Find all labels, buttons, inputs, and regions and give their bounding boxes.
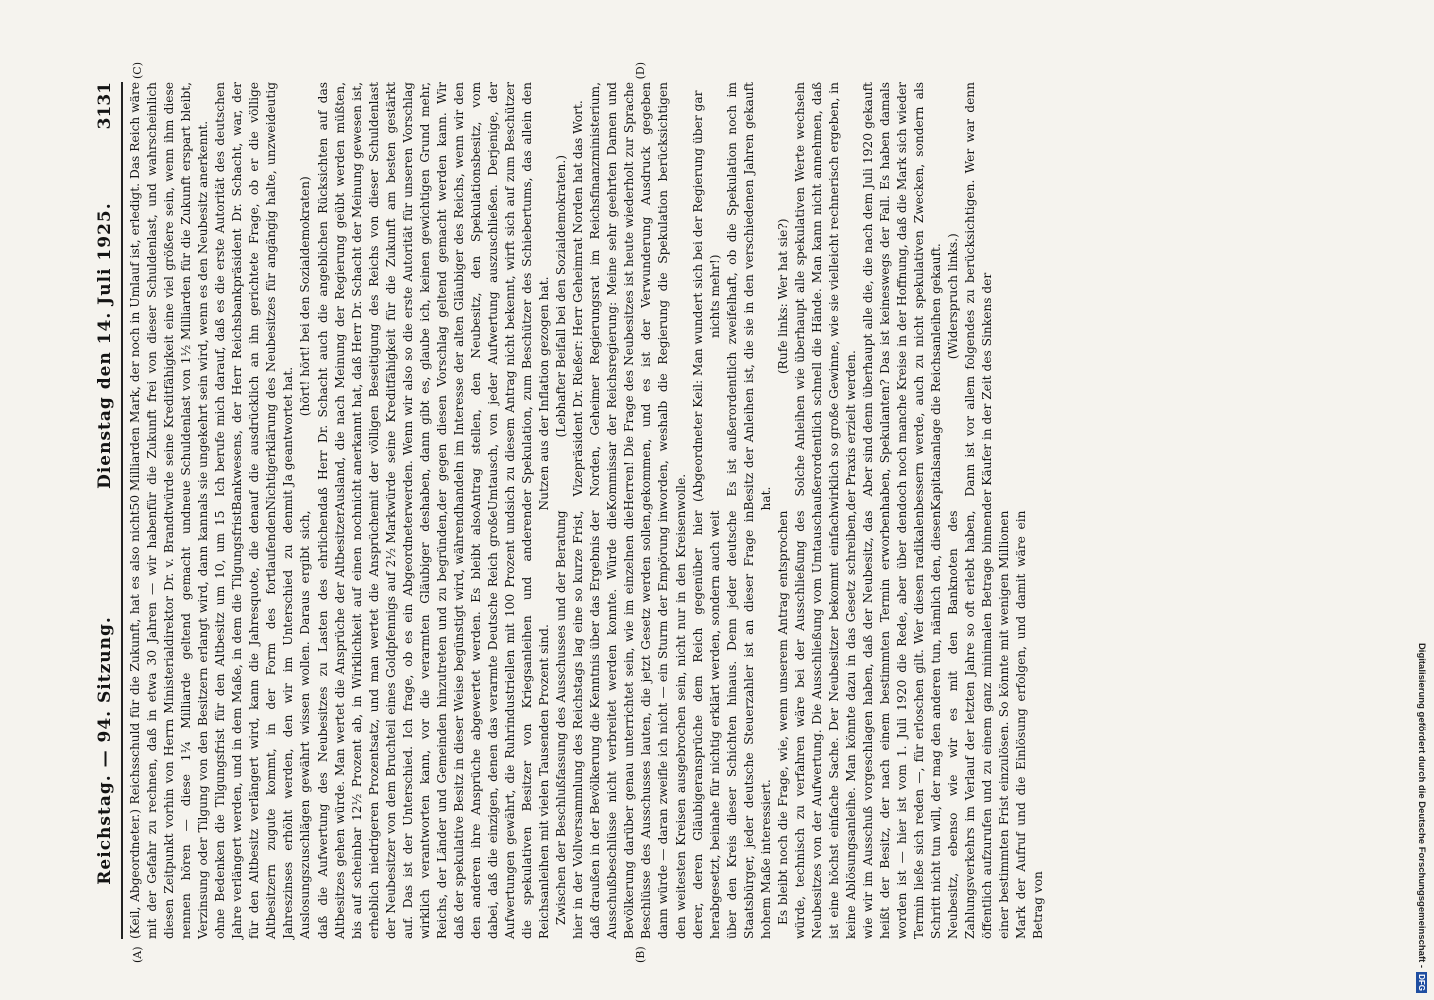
rotated-page [85,60,1390,965]
margin-marker-a: (A) [131,946,144,963]
paragraph: Es bleibt noch die Frage, wie, wenn unserem Antrag entsprochen würde, technisch zu verfahren wäre bei der Ausschließung des Neubesitzes von der Aufwertung. Die Ausschließung vom Umtausch ist eine höchst einfache Sache. Der Neubesitzer bekommt einfach keine Ablösungsanleihe. Man könnte dazu in das Gesetz schreiben, wie wir im Ausschuß vorgeschlagen haben, daß der Neubesitz, das heißt der Besitz, der nach einem bestimmten Termin erworben worden ist — hier ist vom 1. Juli 1920 die Rede, aber über den Termin ließe sich reden —, für erloschen gilt. Wer diesen radikalen Schritt nicht tun will, der mag den anderen tun, nämlich den, diesen Neubesitz, ebenso wie wir es mit den Banknoten des Zahlungsverkehrs im Verlauf der letzten Jahre so oft erlebt haben, öffentlich aufzurufen und zu einem ganz minimalen Betrage binnen einer bestimmten Frist einzulösen. So könnte mit wenigen Millionen Mark der Aufruf und die Einlösung erfolgen, und damit wäre ein Betrag von [775,510,1046,939]
paragraph: Aber sind denn überhaupt alle die, die nach dem Juli 1920 gekauft haben, Spekulanten? Das ist keineswegs der Fall. Es haben damals doch noch manche Kreise in der Hoffnung, daß die Mark sich wieder bessern werde, auch zu nicht spekulativen Zwecken, sondern als Kapitalsanlage die Reichsanleihen gekauft. [861,82,944,511]
interjection: (Abgeordneter Keil: Man wundert sich bei der Regierung über gar nichts mehr!) [690,90,722,502]
margin-marker-d: (D) [634,62,647,80]
paragraph: Solche Anleihen wie überhaupt alle spekulativen Werte wechseln außerordentlich schnell die Hände. Man kann nicht annehmen, daß wirklich so große Gewinne, wie sie vielleicht rechnerisch ergeben, in der Praxis erzielt werden. [792,82,858,511]
header-date: Dienstag den 14. Juli 1925. [95,202,115,489]
dfg-logo: DFG [1417,974,1427,991]
interjection: (Widerspruch links.) [946,233,961,360]
margin-marker-b: (B) [634,946,647,963]
header-session: Reichstag. — 94. Sitzung. [95,616,115,885]
interjection: (Rufe links: Wer hat sie?) [775,218,790,375]
paragraph: Zwischen der Beschlußfassung des Ausschusses und der Beratung hier in der Vollversammlung des Reichstags lag eine so kurze Frist, daß draußen in der Bevölkerung die Kenntnis über das Ergebnis der Ausschußbeschlüsse nicht verbreitet werden konnte. Würde die Bevölkerung darüber genau unterrichtet sein, wie im einzelnen die Beschlüsse des Ausschusses lauten, die jetzt Gesetz werden sollen, dann würde — daran zweifle ich nicht — ein Sturm der Empörung in den weitesten Kreisen ausgebrochen sein, nicht nur in den Kreisen derer, deren Gläubigeransprüche dem Reich gegenüber hier herabgesetzt, beinahe für nichtig erklärt werden, sondern auch weit über den Kreis dieser Schichten hinaus. Denn jeder deutsche Staatsbürger, jeder deutsche Steuerzahler ist an dieser Frage in hohem Maße interessiert. [554,510,773,939]
paragraph: (Keil, Abgeordneter.) Reichsschuld für die Zukunft, hat es also nicht mit der Gefahr zu rechnen, daß in etwa 30 Jahren — wir haben diesen Zeitpunkt vorhin von Herrn Ministerialdirektor Dr. v. Brandt nennen hören — diese 1¼ Milliarde geltend gemacht und Verzinsung oder Tilgung von den Besitzern erlangt wird, dann kann ohne Bedenken die Tilgungsfrist für den Altbesitz um 10, um 15 Jahre verlängert werden, und in dem Maße, in dem die Tilgungsfrist für den Altbesitz verlängert wird, kann die Jahresquote, die den Altbesitzern zugute kommt, in der Form des fortlaufenden Jahreszinses erhöht werden, den wir im Unterschied zu den Auslosungszuschlägen gewährt wissen wollen. Daraus ergibt sich, daß die Aufwertung des Neubesitzes zu Lasten des ehrlichen Altbesitzes gehen würde. Man wertet die Ansprüche der Altbesitzer bis auf scheinbar 12½ Prozent ab, in Wirklichkeit auf einen noch erheblich niedrigeren Prozentsatz, und man wertet die Ansprüche der Neubesitzer von dem Bruchteil eines Goldpfennigs auf 2½ Mark auf. Das ist der Unterschied. Ich frage, ob es ein Abgeordneter wirklich verantworten kann, vor die verarmten Gläubiger des Reichs, der Länder und Gemeinden hinzutreten und zu begründen, daß der spekulative Besitz in dieser Weise begünstigt wird, während den anderen ihre Ansprüche abgewertet werden. Es bleibt also dabei, daß die einzigen, denen das verarmte Deutsche Reich große Aufwertungen gewährt, die Ruhrindustriellen mit 100 Prozent und die spekulativen Besitzer von Kriegsanleihen und anderen Reichsanleihen mit vielen Tausenden Prozent sind. [128,510,552,939]
left-column [127,510,1048,963]
page-header [95,82,123,939]
right-column [127,62,1048,511]
paragraph: Norden, Geheimer Regierungsrat im Reichsfinanzministerium, Kommissar der Reichsregierung: Meine sehr geehrten Damen und Herren! Die Frage des Neubesitzes ist heute wiederholt zur Sprache gekommen, und es ist der Verwunderung Ausdruck gegeben worden, weshalb die Regierung die Spekulation berücksichtigen wolle. [588,82,688,511]
page-number: 3131 [95,82,115,130]
digitization-note-text: Digitalisierung gefördert durch die Deutsche Forschungsgemeinschaft - [1416,642,1428,969]
speaker-intro: Vizepräsident Dr. Rießer: Herr Geheimrat Norden hat das Wort. [571,100,586,497]
paragraph: Es ist außerordentlich zweifelhaft, ob die Spekulation noch im Besitz der Anleihen ist, die sie in den verschiedenen Jahren gekauft hat. [724,82,773,511]
paragraph: 50 Milliarden Mark, der noch in Umlauf ist, erledigt. Das Reich wäre für die Zukunft frei von dieser Schuldenlast, und wahrscheinlich würde seine Kreditfähigkeit eine viel größere sein, wenn ihm diese neue Schuldenlast von 1½ Milliarden für die Zukunft erspart bleibt, als sie ungekehrt sein wird, wenn es den Neubesitz anerkennt. [128,82,211,511]
margin-marker-c: (C) [131,62,144,79]
text-columns [127,62,1048,963]
interjection: (hört! hört! bei den Sozialdemokraten) [298,176,313,417]
interjection: (Lebhafter Beifall bei den Sozialdemokraten.) [554,155,569,438]
paragraph: Ich berufe mich darauf, daß es die erste Autorität des deutschen Bankwesens, der Herr Reichsbankpräsident Dr. Schacht, war, der auf die ausdrücklich an ihn gerichtete Frage, ob er die völlige Nichtigerklärung des Neubesitzes für angängig halte, unzweideutig mit Ja geantwortet hat. [213,82,296,511]
paragraph: daß Herr Dr. Schacht auch die angeblichen Rücksichten auf das Ausland, die nach Meinung der Regierung geübt werden müßten, nicht anerkannt hat, daß Herr Dr. Schacht der Meinung gewesen ist, mit der völligen Beseitigung des Reichs von dieser Schuldenlast würde seine Kreditfähigkeit für die Zukunft am besten gestärkt werden. Wenn wir also so die erste Autorität für unseren Vorschlag haben, dann gibt es, glaube ich, keinen gewichtigen Grund mehr, der gegen diesen Vorschlag geltend gemacht werden kann. Wir handeln im Interesse der alten Gläubiger des Reichs, wenn wir den Antrag stellen, den Neubesitz, den Spekulationsbesitz, vom Umtausch, von jeder Aufwertung auszuschließen. Derjenige, der sich zu diesem Antrag nicht bekennt, wirft sich auf zum Beschützer der Spekulation, zum Beschützer des Schiebertums, das allein den Nutzen aus der Inflation gezogen hat. [315,82,552,511]
digitization-note [1416,8,1428,993]
paragraph: Dann ist vor allem folgendes zu berücksichtigen. Wer war denn der Käufer in der Zeit des Sinkens der [963,82,995,511]
